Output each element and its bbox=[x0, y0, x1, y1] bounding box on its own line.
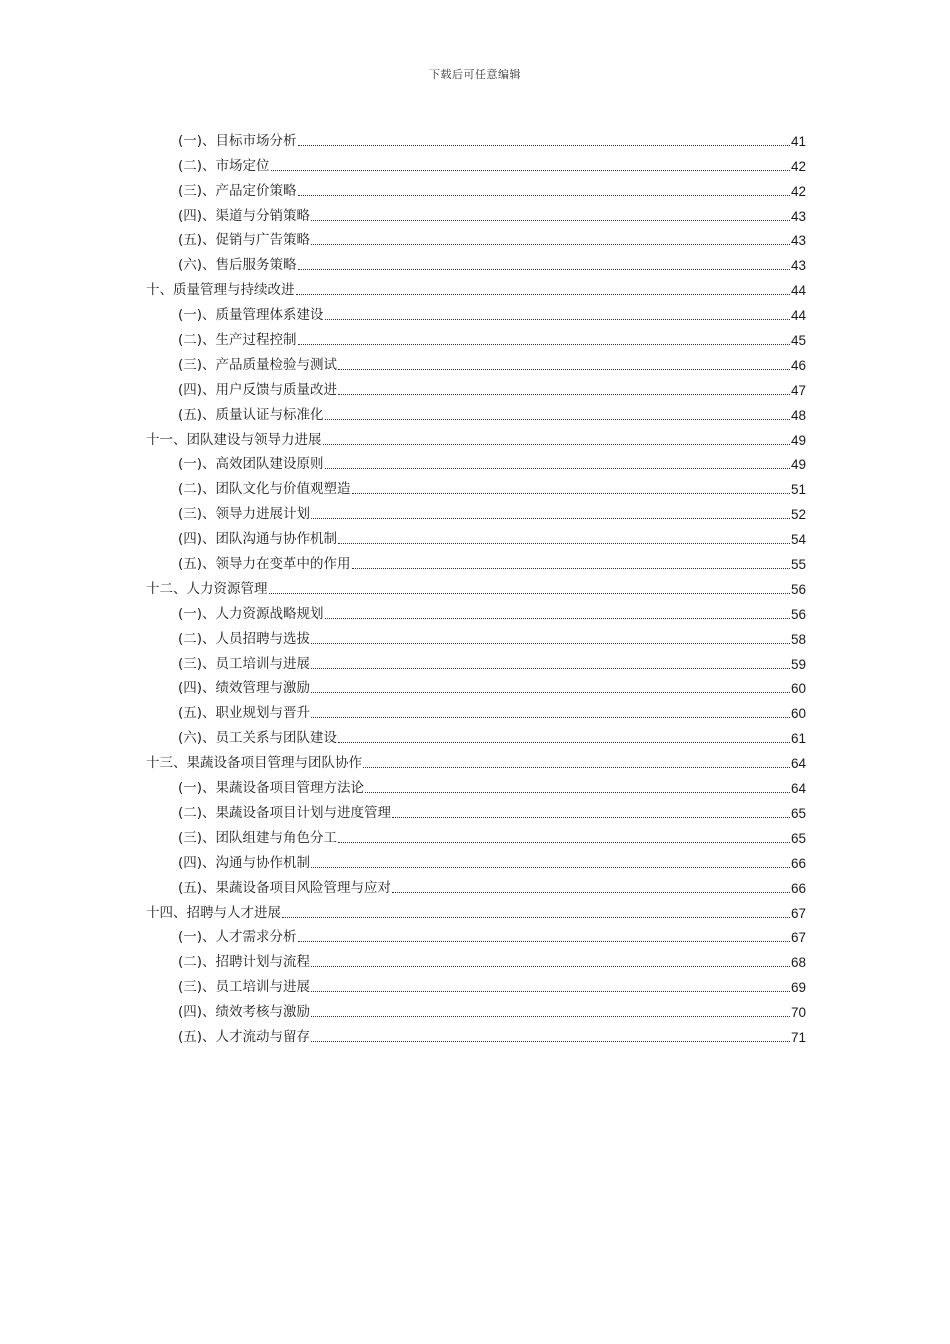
toc-page-number: 51 bbox=[790, 482, 806, 498]
toc-dot-leader bbox=[271, 170, 790, 171]
toc-dot-leader bbox=[311, 244, 790, 245]
toc-dot-leader bbox=[338, 369, 790, 370]
toc-page-number: 60 bbox=[790, 681, 806, 697]
toc-section-entry[interactable] bbox=[146, 299, 806, 324]
toc-section-entry[interactable] bbox=[146, 872, 806, 897]
toc-dot-leader bbox=[311, 966, 790, 967]
toc-page-number: 45 bbox=[790, 333, 806, 349]
toc-dot-leader bbox=[325, 419, 790, 420]
toc-entry-label: 十四、招聘与人才进展 bbox=[146, 904, 281, 921]
table-of-contents bbox=[146, 125, 806, 1046]
toc-dot-leader bbox=[363, 767, 790, 768]
toc-page-number: 44 bbox=[790, 283, 806, 299]
toc-section-entry[interactable] bbox=[146, 249, 806, 274]
toc-section-entry[interactable] bbox=[146, 200, 806, 225]
toc-page-number: 65 bbox=[790, 805, 806, 821]
toc-entry-label: (五)、领导力在变革中的作用 bbox=[178, 556, 351, 573]
toc-dot-leader bbox=[298, 195, 790, 196]
toc-dot-leader bbox=[296, 294, 790, 295]
toc-entry-label: (三)、领导力进展计划 bbox=[178, 506, 311, 523]
toc-entry-label: (三)、产品定价策略 bbox=[178, 182, 297, 199]
header-note: 下载后可任意编辑 bbox=[429, 68, 521, 81]
toc-entry-label: (一)、人才需求分析 bbox=[178, 929, 297, 946]
toc-page-number: 67 bbox=[790, 905, 806, 921]
toc-entry-label: (六)、员工关系与团队建设 bbox=[178, 730, 338, 747]
toc-section-entry[interactable] bbox=[146, 523, 806, 548]
toc-page-number: 66 bbox=[790, 855, 806, 871]
toc-page-number: 47 bbox=[790, 382, 806, 398]
toc-dot-leader bbox=[325, 618, 790, 619]
toc-page-number: 49 bbox=[790, 432, 806, 448]
toc-section-entry[interactable] bbox=[146, 946, 806, 971]
toc-section-entry[interactable] bbox=[146, 772, 806, 797]
toc-dot-leader bbox=[311, 692, 790, 693]
toc-page-number: 60 bbox=[790, 706, 806, 722]
toc-dot-leader bbox=[325, 319, 790, 320]
toc-entry-label: (一)、果蔬设备项目管理方法论 bbox=[178, 780, 365, 797]
toc-dot-leader bbox=[392, 892, 790, 893]
toc-section-entry[interactable] bbox=[146, 971, 806, 996]
toc-chapter-entry[interactable] bbox=[146, 573, 806, 598]
toc-dot-leader bbox=[392, 817, 790, 818]
toc-entry-label: 十、质量管理与持续改进 bbox=[146, 282, 295, 299]
toc-dot-leader bbox=[282, 917, 790, 918]
toc-section-entry[interactable] bbox=[146, 225, 806, 250]
toc-section-entry[interactable] bbox=[146, 449, 806, 474]
toc-entry-label: (五)、人才流动与留存 bbox=[178, 1028, 311, 1045]
toc-dot-leader bbox=[311, 518, 790, 519]
toc-section-entry[interactable] bbox=[146, 125, 806, 150]
toc-section-entry[interactable] bbox=[146, 473, 806, 498]
toc-page-number: 59 bbox=[790, 656, 806, 672]
toc-page-number: 58 bbox=[790, 631, 806, 647]
toc-page-number: 64 bbox=[790, 756, 806, 772]
toc-entry-label: (三)、员工培训与进展 bbox=[178, 979, 311, 996]
toc-entry-label: (四)、渠道与分销策略 bbox=[178, 207, 311, 224]
toc-page-number: 43 bbox=[790, 208, 806, 224]
toc-section-entry[interactable] bbox=[146, 623, 806, 648]
toc-dot-leader bbox=[298, 941, 790, 942]
toc-section-entry[interactable] bbox=[146, 722, 806, 747]
toc-page-number: 41 bbox=[790, 133, 806, 149]
toc-section-entry[interactable] bbox=[146, 349, 806, 374]
toc-entry-label: (三)、产品质量检验与测试 bbox=[178, 356, 338, 373]
toc-dot-leader bbox=[298, 269, 790, 270]
toc-dot-leader bbox=[311, 991, 790, 992]
toc-page-number: 65 bbox=[790, 830, 806, 846]
toc-entry-label: (二)、招聘计划与流程 bbox=[178, 954, 311, 971]
toc-page-number: 43 bbox=[790, 258, 806, 274]
toc-page-number: 67 bbox=[790, 930, 806, 946]
toc-entry-label: (四)、沟通与协作机制 bbox=[178, 854, 311, 871]
toc-section-entry[interactable] bbox=[146, 548, 806, 573]
toc-page-number: 46 bbox=[790, 357, 806, 373]
toc-section-entry[interactable] bbox=[146, 673, 806, 698]
toc-dot-leader bbox=[298, 344, 790, 345]
toc-page-number: 55 bbox=[790, 557, 806, 573]
toc-dot-leader bbox=[311, 1041, 790, 1042]
toc-chapter-entry[interactable] bbox=[146, 424, 806, 449]
toc-section-entry[interactable] bbox=[146, 797, 806, 822]
toc-section-entry[interactable] bbox=[146, 374, 806, 399]
toc-page-number: 71 bbox=[790, 1029, 806, 1045]
toc-dot-leader bbox=[352, 493, 790, 494]
toc-dot-leader bbox=[338, 394, 790, 395]
toc-dot-leader bbox=[338, 742, 790, 743]
toc-entry-label: 十二、人力资源管理 bbox=[146, 580, 268, 597]
toc-dot-leader bbox=[365, 792, 790, 793]
toc-page-number: 69 bbox=[790, 980, 806, 996]
toc-entry-label: (五)、职业规划与晋升 bbox=[178, 705, 311, 722]
toc-entry-label: (三)、团队组建与角色分工 bbox=[178, 829, 338, 846]
toc-section-entry[interactable] bbox=[146, 822, 806, 847]
toc-chapter-entry[interactable] bbox=[146, 274, 806, 299]
toc-dot-leader bbox=[352, 568, 790, 569]
toc-dot-leader bbox=[298, 145, 790, 146]
toc-dot-leader bbox=[311, 668, 790, 669]
toc-entry-label: (五)、质量认证与标准化 bbox=[178, 406, 324, 423]
toc-entry-label: (一)、质量管理体系建设 bbox=[178, 307, 324, 324]
toc-entry-label: (四)、绩效考核与激励 bbox=[178, 1004, 311, 1021]
toc-page-number: 70 bbox=[790, 1005, 806, 1021]
toc-entry-label: (一)、人力资源战略规划 bbox=[178, 605, 324, 622]
toc-section-entry[interactable] bbox=[146, 697, 806, 722]
toc-page-number: 44 bbox=[790, 308, 806, 324]
toc-section-entry[interactable] bbox=[146, 150, 806, 175]
toc-section-entry[interactable] bbox=[146, 498, 806, 523]
toc-section-entry[interactable] bbox=[146, 922, 806, 947]
toc-section-entry[interactable] bbox=[146, 175, 806, 200]
toc-page-number: 68 bbox=[790, 955, 806, 971]
toc-dot-leader bbox=[338, 543, 790, 544]
toc-dot-leader bbox=[311, 643, 790, 644]
toc-page-number: 42 bbox=[790, 158, 806, 174]
toc-section-entry[interactable] bbox=[146, 648, 806, 673]
toc-dot-leader bbox=[325, 468, 790, 469]
toc-dot-leader bbox=[311, 220, 790, 221]
toc-section-entry[interactable] bbox=[146, 598, 806, 623]
toc-entry-label: (二)、人员招聘与选拔 bbox=[178, 630, 311, 647]
toc-entry-label: (一)、高效团队建设原则 bbox=[178, 456, 324, 473]
toc-chapter-entry[interactable] bbox=[146, 747, 806, 772]
toc-entry-label: (三)、员工培训与进展 bbox=[178, 655, 311, 672]
toc-section-entry[interactable] bbox=[146, 996, 806, 1021]
toc-dot-leader bbox=[323, 444, 790, 445]
toc-entry-label: (二)、生产过程控制 bbox=[178, 332, 297, 349]
toc-dot-leader bbox=[311, 867, 790, 868]
toc-section-entry[interactable] bbox=[146, 324, 806, 349]
toc-entry-label: (四)、用户反馈与质量改进 bbox=[178, 381, 338, 398]
toc-entry-label: (五)、果蔬设备项目风险管理与应对 bbox=[178, 879, 392, 896]
toc-section-entry[interactable] bbox=[146, 1021, 806, 1046]
toc-entry-label: (四)、绩效管理与激励 bbox=[178, 680, 311, 697]
toc-section-entry[interactable] bbox=[146, 399, 806, 424]
toc-entry-label: (一)、目标市场分析 bbox=[178, 132, 297, 149]
toc-dot-leader bbox=[311, 1016, 790, 1017]
toc-page-number: 42 bbox=[790, 183, 806, 199]
toc-entry-label: (二)、团队文化与价值观塑造 bbox=[178, 481, 351, 498]
toc-section-entry[interactable] bbox=[146, 847, 806, 872]
toc-page-number: 56 bbox=[790, 606, 806, 622]
toc-dot-leader bbox=[311, 717, 790, 718]
toc-page-number: 43 bbox=[790, 233, 806, 249]
toc-page-number: 61 bbox=[790, 731, 806, 747]
toc-page-number: 52 bbox=[790, 507, 806, 523]
toc-entry-label: (二)、市场定位 bbox=[178, 157, 270, 174]
toc-dot-leader bbox=[269, 593, 790, 594]
toc-page-number: 48 bbox=[790, 407, 806, 423]
toc-entry-label: 十三、果蔬设备项目管理与团队协作 bbox=[146, 755, 362, 772]
toc-page-number: 66 bbox=[790, 880, 806, 896]
toc-page-number: 56 bbox=[790, 581, 806, 597]
toc-entry-label: 十一、团队建设与领导力进展 bbox=[146, 431, 322, 448]
toc-dot-leader bbox=[338, 842, 790, 843]
toc-entry-label: (四)、团队沟通与协作机制 bbox=[178, 531, 338, 548]
toc-chapter-entry[interactable] bbox=[146, 897, 806, 922]
toc-page-number: 49 bbox=[790, 457, 806, 473]
toc-entry-label: (五)、促销与广告策略 bbox=[178, 232, 311, 249]
toc-entry-label: (二)、果蔬设备项目计划与进度管理 bbox=[178, 804, 392, 821]
toc-page-number: 64 bbox=[790, 781, 806, 797]
toc-entry-label: (六)、售后服务策略 bbox=[178, 257, 297, 274]
toc-page-number: 54 bbox=[790, 532, 806, 548]
